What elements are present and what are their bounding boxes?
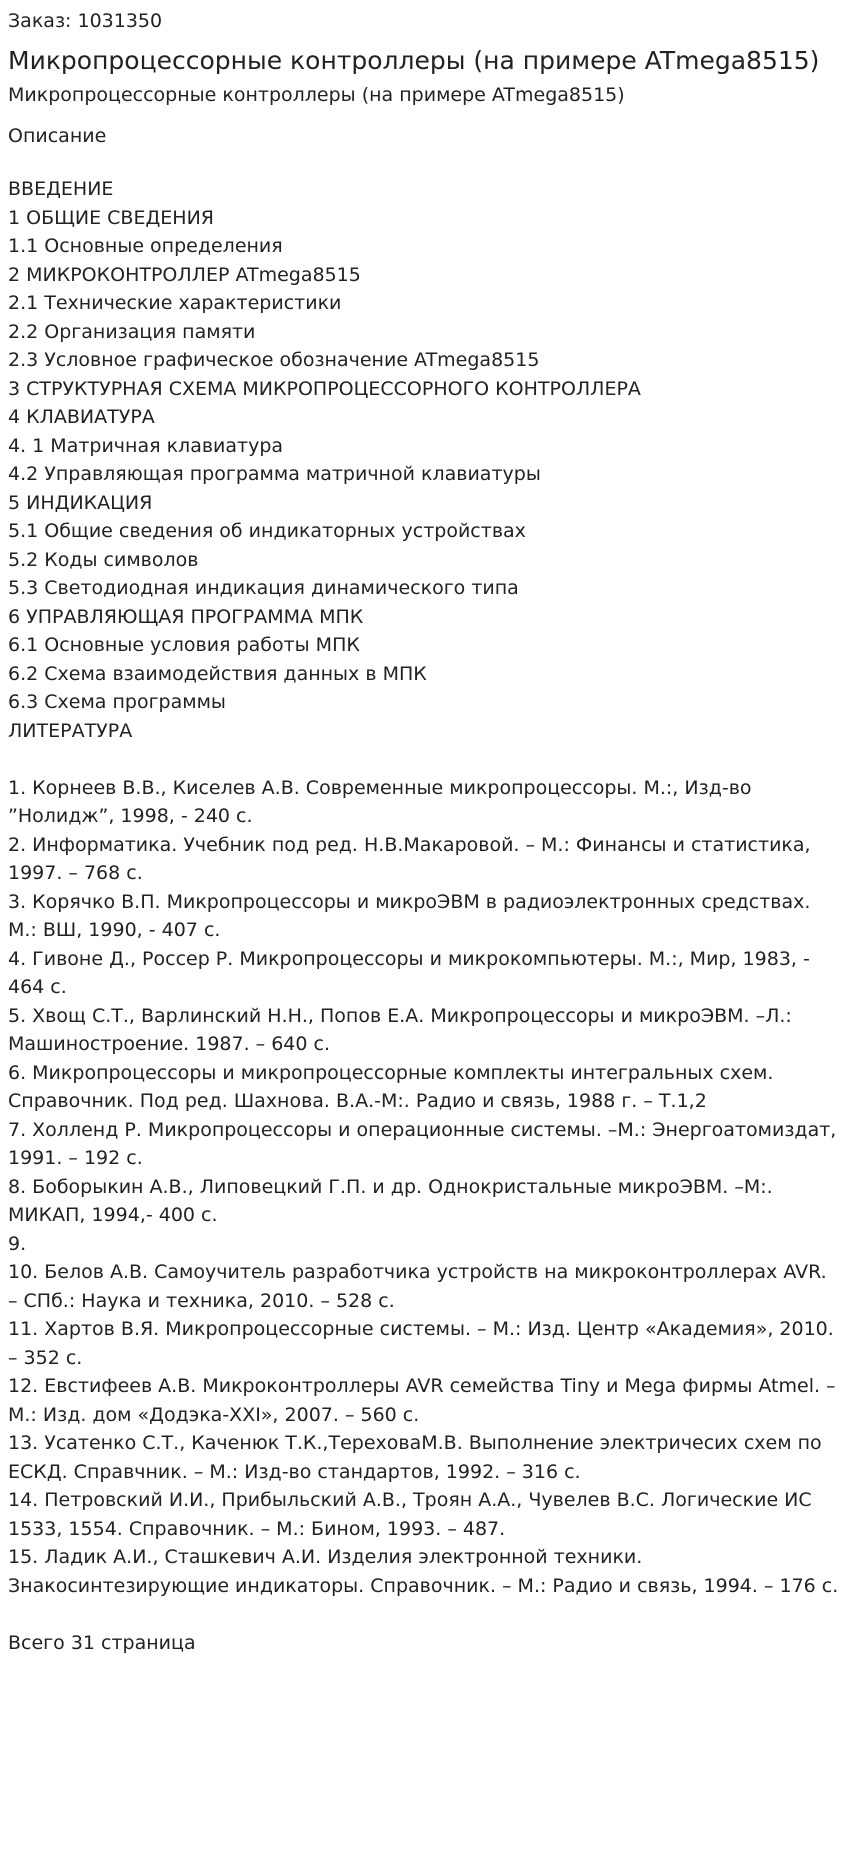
toc-item: 1.1 Основные определения bbox=[8, 235, 283, 257]
reference-item: 14. Петровский И.И., Прибыльский А.В., Троян А.А., Чувелев В.С. Логические ИС 1533, 1554. Справочник. – М.: Бином, 1993. – 487. bbox=[8, 1489, 812, 1540]
reference-item: 3. Корячко В.П. Микропроцессоры и микроЭВМ в радиоэлектронных средствах. М.: ВШ, 1990, - 407 с. bbox=[8, 890, 811, 941]
reference-item: 8. Боборыкин А.В., Липовецкий Г.П. и др. Однокристальные микроЭВМ. –М:. МИКАП, 1994,- 400 с. bbox=[8, 1175, 773, 1226]
toc-item: 1 ОБЩИЕ СВЕДЕНИЯ bbox=[8, 206, 215, 229]
toc-item: 2.3 Условное графическое обозначение ATmega8515 bbox=[8, 349, 540, 371]
reference-item: 12. Евстифеев А.В. Микроконтроллеры AVR семейства Tiny и Mega фирмы Atmel. – М.: Изд. дом «Додэка-XXI», 2007. – 560 с. bbox=[8, 1375, 836, 1426]
spacer bbox=[8, 745, 839, 774]
reference-item: 1. Корнеев В.В., Киселев А.В. Современные микропроцессоры. М.:, Изд-во ”Нолидж”, 1998, - 240 с. bbox=[8, 776, 752, 827]
reference-item: 10. Белов А.В. Самоучитель разработчика устройств на микроконтроллерах AVR. – СПб.: Наука и техника, 2010. – 528 с. bbox=[8, 1261, 827, 1312]
toc-item: 5.1 Общие сведения об индикаторных устройствах bbox=[8, 520, 526, 542]
toc-item: 3 СТРУКТУРНАЯ СХЕМА МИКРОПРОЦЕССОРНОГО КОНТРОЛЛЕРА bbox=[8, 377, 641, 400]
reference-list bbox=[8, 774, 839, 1601]
toc-item: 2 МИКРОКОНТРОЛЛЕР ATmega8515 bbox=[8, 263, 361, 286]
toc-item: 2.2 Организация памяти bbox=[8, 320, 256, 343]
toc-item: 5.3 Светодиодная индикация динамического типа bbox=[8, 577, 519, 599]
toc-item: 4 КЛАВИАТУРА bbox=[8, 406, 155, 428]
table-of-contents bbox=[8, 175, 839, 745]
toc-item: ЛИТЕРАТУРА bbox=[8, 719, 133, 742]
page-subtitle: Микропроцессорные контроллеры (на примере ATmega8515) bbox=[8, 84, 625, 106]
reference-item: 4. Гивоне Д., Россер Р. Микропроцессоры и микрокомпьютеры. М.:, Мир, 1983, - 464 с. bbox=[8, 947, 810, 998]
toc-item: 6 УПРАВЛЯЮЩАЯ ПРОГРАММА МПК bbox=[8, 605, 364, 628]
toc-item: ВВЕДЕНИЕ bbox=[8, 178, 114, 200]
reference-item: 6. Микропроцессоры и микропроцессорные комплекты интегральных схем. Справочник. Под ред. Шахнова. В.А.-М:. Радио и связь, 1988 г. – Т.1,2 bbox=[8, 1061, 774, 1112]
toc-item: 5 ИНДИКАЦИЯ bbox=[8, 491, 153, 514]
reference-item: 5. Хвощ С.Т., Варлинский Н.Н., Попов Е.А. Микропроцессоры и микроЭВМ. –Л.: Машиностроение. 1987. – 640 с. bbox=[8, 1004, 792, 1055]
page-title: Микропроцессорные контроллеры (на примере ATmega8515) bbox=[8, 46, 820, 75]
spacer bbox=[8, 1600, 839, 1629]
toc-item: 6.3 Схема программы bbox=[8, 691, 226, 713]
toc-item: 5.2 Коды символов bbox=[8, 548, 199, 571]
page-count: Всего 31 страница bbox=[8, 1631, 196, 1654]
toc-item: 4.2 Управляющая программа матричной клавиатуры bbox=[8, 463, 541, 485]
reference-item: 15. Ладик А.И., Сташкевич А.И. Изделия электронной техники. Знакосинтезирующие индикаторы. Справочник. – М.: Радио и связь, 1994. – 176 с. bbox=[8, 1546, 839, 1597]
order-number: Заказ: 1031350 bbox=[8, 10, 163, 32]
reference-item: 13. Усатенко С.Т., Каченюк Т.К.,ТереховаМ.В. Выполнение электричесих схем по ЕСКД. Справчник. – М.: Изд-во стандартов, 1992. – 316 с. bbox=[8, 1432, 822, 1483]
reference-item: 2. Информатика. Учебник под ред. Н.В.Макаровой. – М.: Финансы и статистика, 1997. – 768 с. bbox=[8, 833, 811, 884]
toc-item: 2.1 Технические характеристики bbox=[8, 292, 342, 314]
toc-item: 6.2 Схема взаимодействия данных в МПК bbox=[8, 662, 427, 685]
reference-item: 7. Холленд Р. Микропроцессоры и операционные системы. –М.: Энергоатомиздат, 1991. – 192 с. bbox=[8, 1118, 837, 1169]
toc-item: 6.1 Основные условия работы МПК bbox=[8, 634, 360, 656]
reference-item: 11. Хартов В.Я. Микропроцессорные системы. – М.: Изд. Центр «Академия», 2010. – 352 с. bbox=[8, 1318, 834, 1369]
reference-item: 9. bbox=[8, 1232, 27, 1255]
toc-item: 4. 1 Матричная клавиатура bbox=[8, 434, 284, 457]
description-label: Описание bbox=[8, 125, 107, 147]
